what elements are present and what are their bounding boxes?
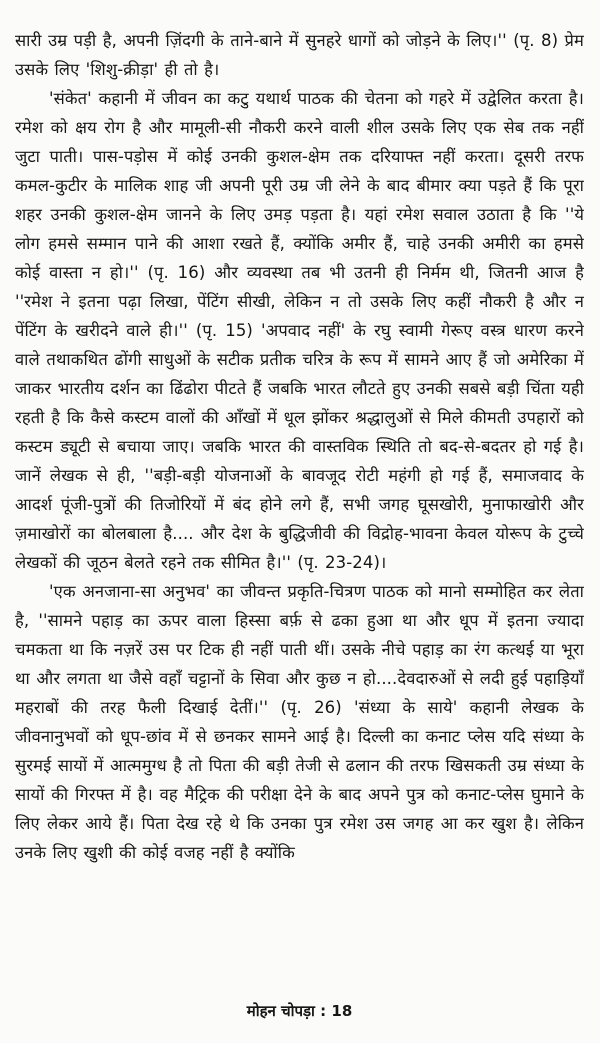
page-footer-author-page-number: मोहन चोपड़ा : 18 (246, 1002, 353, 1020)
page-body-text (15, 26, 584, 993)
paragraph-sanket-story: 'संकेत' कहानी में जीवन का कटु यथार्थ पाठक की चेतना को गहरे में उद्वेलित करता है। रमेश को क्षय रोग है और मामूली-सी नौकरी करने वाली शील उसके लिए एक सेब तक नहीं जुटा पाती। पास-पड़ोस में कोई उनकी कुशल-क्षेम तक दरियाफ्त नहीं करता। दूसरी तरफ कमल-कुटीर के मालिक शाह जी अपनी पूरी उम्र जी लेने के बाद बीमार क्या पड़ते हैं कि पूरा शहर उनकी कुशल-क्षेम जानने के लिए उमड़ पड़ता है। यहां रमेश सवाल उठाता है कि ''ये लोग हमसे सम्मान पाने की आशा रखते हैं, क्योंकि अमीर हैं, चाहे उनकी अमीरी का हमसे कोई वास्ता न हो।'' (पृ. 16) और व्यवस्था तब भी उतनी ही निर्मम थी, जितनी आज है ''रमेश ने इतना पढ़ा लिखा, पेंटिंग सीखी, लेकिन न तो उसके लिए कहीं नौकरी है और न पेंटिंग के खरीदने वाले ही।'' (पृ. 15) 'अपवाद नहीं' के रघु स्वामी गेरूए वस्त्र धारण करने वाले तथाकथित ढोंगी साधुओं के सटीक प्रतीक चरित्र के रूप में सामने आए हैं जो अमेरिका में जाकर भारतीय दर्शन का ढिंढोरा पीटते हैं जबकि भारत लौटते हुए उनकी सबसे बड़ी चिंता यही रहती है कि कैसे कस्टम वालों की आँखों में धूल झोंकर श्रद्धालुओं से मिले कीमती उपहारों को कस्टम ड्यूटी से बचाया जाए। जबकि भारत की वास्तविक स्थिति तो बद-से-बदतर हो गई है। जानें लेखक से ही, ''बड़ी-बड़ी योजनाओं के बावजूद रोटी महंगी हो गई हैं, समाजवाद के आदर्श पूंजी-पुत्रों की तिजोरियों में बंद होने लगे हैं, सभी जगह घूसखोरी, मुनाफाखोरी और ज़माखोरों का बोलबाला है.... और देश के बुद्धिजीवी की विद्रोह-भावना केवल योरूप के टुच्चे लेखकों की जूठन बेलते रहने तक सीमित है।'' (पृ. 23-24)। (15, 89, 584, 572)
paragraph-continuation: सारी उम्र पड़ी है, अपनी ज़िंदगी के ताने-बाने में सुनहरे धागों को जोड़ने के लिए।'' (पृ. 8) प्रेम उसके लिए 'शिशु-क्रीड़ा' ही तो है। (15, 31, 584, 79)
paragraph-ek-anjaana-sa-anubhav: 'एक अनजाना-सा अनुभव' का जीवन्त प्रकृति-चित्रण पाठक को मानो सम्मोहित कर लेता है, ''सामने पहाड़ का ऊपर वाला हिस्सा बर्फ़ से ढका हुआ था और धूप में इतना ज्यादा चमकता था कि नज़रें उस पर टिक ही नहीं पाती थीं। उसके नीचे पहाड़ का रंग कत्थई या भूरा था और लगता था जैसे वहाँ चट्टानों के सिवा और कुछ न हो....देवदारुओं से लदी हुई पहाड़ियाँ महराबों की तरह फैली दिखाई देतीं।'' (पृ. 26) 'संध्या के साये' कहानी लेखक के जीवनानुभवों को धूप-छांव में से छनकर सामने आई है। दिल्ली का कनाट प्लेस यदि संध्या के सुरमई सायों में आत्ममुग्ध है तो पिता की बड़ी तेजी से ढलान की तरफ खिसकती उम्र संध्या के सायों की गिरफ्त में है। वह मैट्रिक की परीक्षा देने के बाद अपने पुत्र को कनाट-प्लेस घुमाने के लिए लेकर आये हैं। पिता देख रहे थे कि उनका पुत्र रमेश उस जगह आ कर खुश है। लेकिन उनके लिए खुशी की कोई वजह नहीं है क्योंकि (15, 582, 584, 862)
